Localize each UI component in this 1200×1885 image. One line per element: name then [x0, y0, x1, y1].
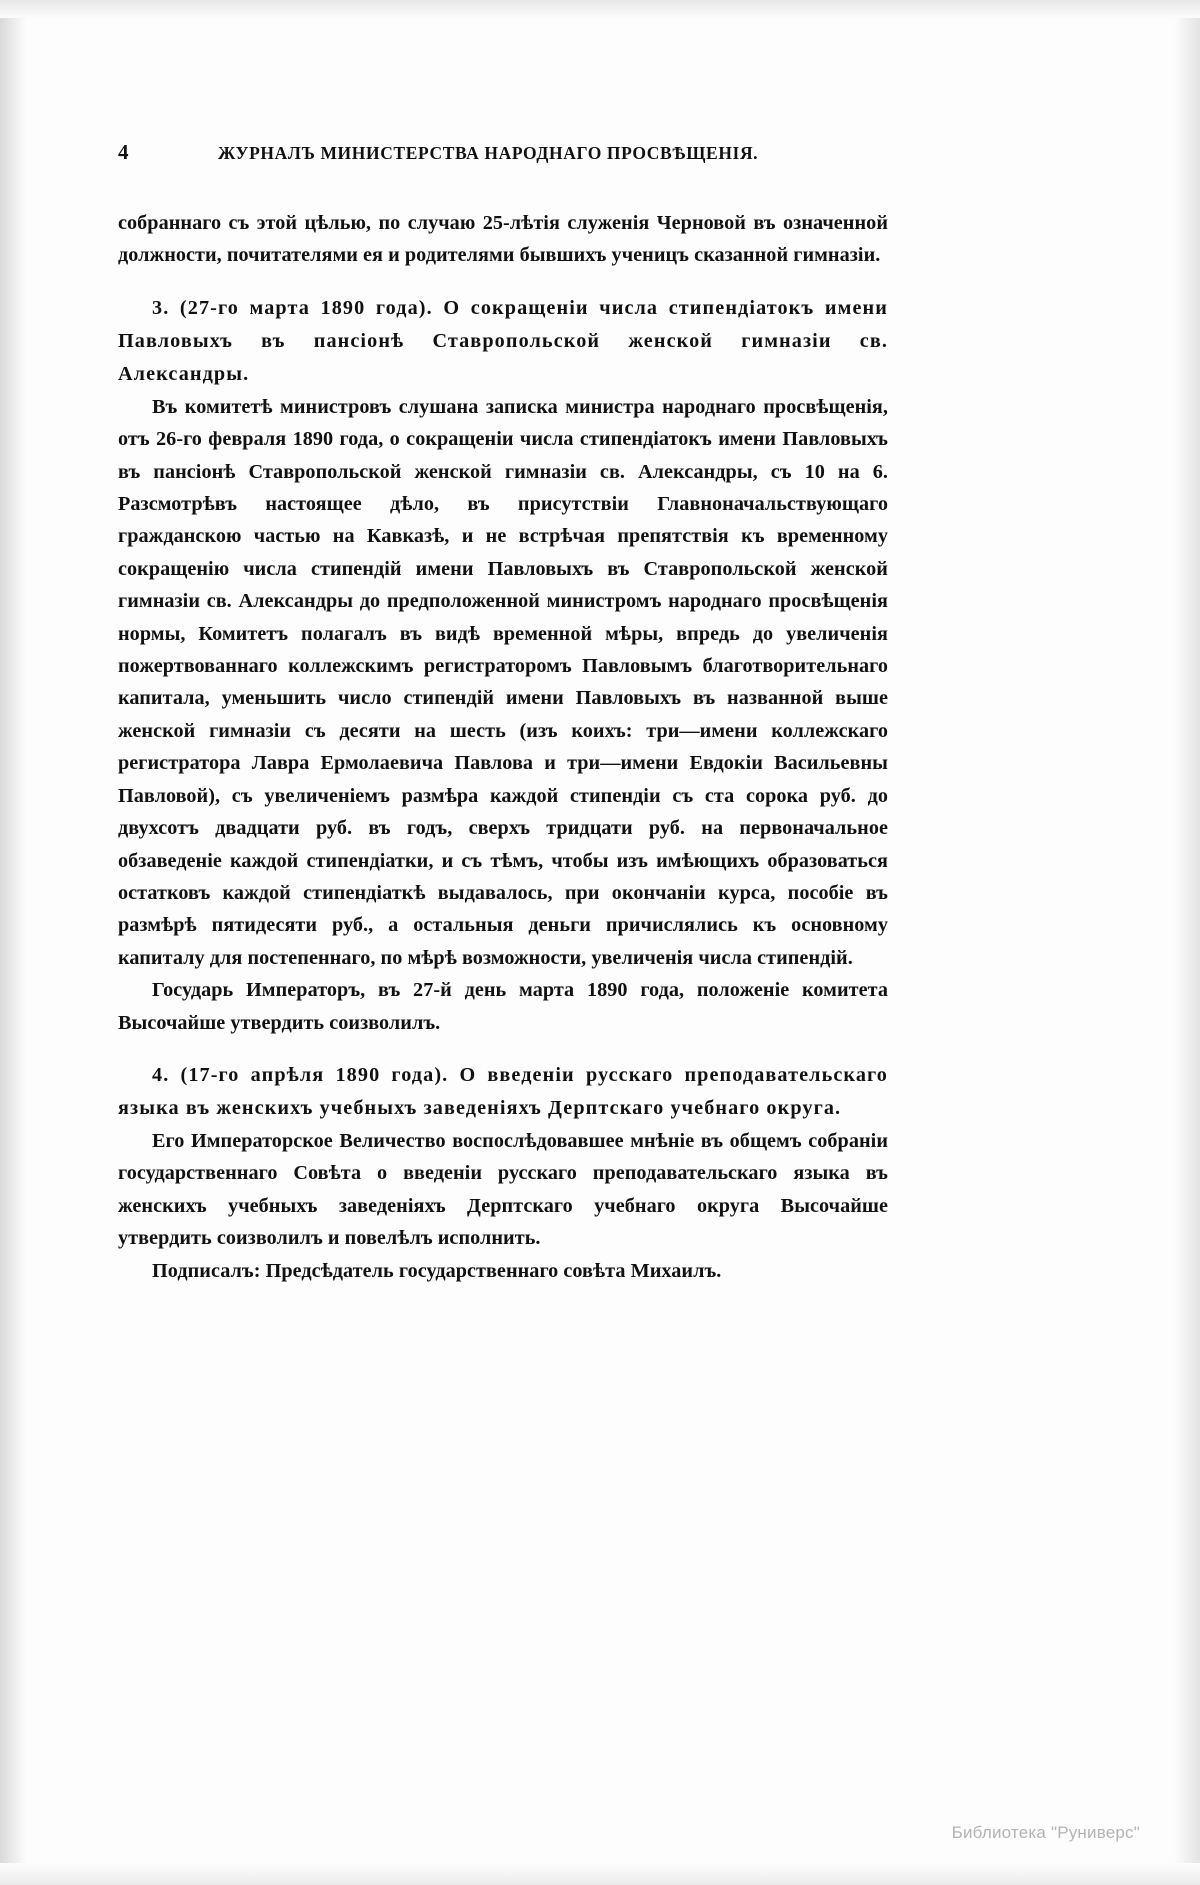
scan-edge-bottom	[0, 1863, 1200, 1885]
section-heading-3: 3. (27-го марта 1890 года). О сокращеніи числа стипендіатокъ имени Павловыхъ въ пансіонѣ Ставропольской женской гимназіи св. Александры.	[118, 296, 888, 385]
paragraph-item3-body: Въ комитетѣ министровъ слушана записка министра народнаго просвѣщенія, отъ 26-го февраля 1890 года, о сокращеніи числа стипендіатокъ имени Павловыхъ въ пансіонѣ Ставропольской женской гимназіи св. Александры, съ 10 на 6. Разсмотрѣвъ настоящее дѣло, въ присутствіи Главноначальствующаго гражданскою частью на Кавказѣ, и не встрѣчая препятствія къ временному сокращенію числа стипендій имени Павловыхъ въ Ставропольской женской гимназіи св. Александры до предположенной министромъ народнаго просвѣщенія нормы, Комитетъ полагалъ въ видѣ временной мѣры, впредь до увеличенія пожертвованнаго коллежскимъ регистраторомъ Павловымъ благотворительнаго капитала, уменьшить число стипендій имени Павловыхъ въ названной выше женской гимназіи съ десяти на шесть (изъ коихъ: три—имени коллежскаго регистратора Лавра Ермолаевича Павлова и три—имени Евдокіи Васильевны Павловой), съ увеличеніемъ размѣра каждой стипендіи съ ста сорока руб. до двухсотъ двадцати руб. въ годъ, сверхъ тридцати руб. на первоначальное обзаведеніе каждой стипендіатки, и съ тѣмъ, чтобы изъ имѣющихъ образоваться остатковъ каждой стипендіаткѣ выдавалось, при окончаніи курса, пособіе въ размѣрѣ пятидесяти руб., а остальныя деньги причислялись къ основному капиталу для постепеннаго, по мѣрѣ возможности, увеличенія числа стипендій.	[118, 395, 888, 969]
page-number: 4	[118, 140, 129, 164]
scan-edge-right	[1174, 0, 1200, 1885]
library-watermark: Библиотека "Руниверс"	[951, 1823, 1140, 1842]
spacer-2	[118, 1039, 888, 1059]
page-content	[118, 140, 888, 1287]
running-head	[118, 140, 888, 165]
paragraph-carryover: собраннаго съ этой цѣлью, по случаю 25-лѣтія служенія Черновой въ означенной должности, почитателями ея и родителями бывшихъ ученицъ сказанной гимназіи.	[118, 212, 888, 267]
paragraph-item4-body: Его Императорское Величество воспослѣдовавшее мнѣніе въ общемъ собраніи государственнаго Совѣта о введеніи русскаго преподавательскаго языка въ женскихъ учебныхъ заведеніяхъ Дерптскаго учебнаго округа Высочайше утвердить соизволилъ и повелѣлъ исполнить.	[118, 1129, 888, 1250]
section-heading-4: 4. (17-го апрѣля 1890 года). О введеніи русскаго преподавательскаго языка въ женскихъ учебныхъ заведеніяхъ Дерптскаго учебнаго округа.	[118, 1063, 888, 1119]
paragraph-item3-approval: Государь Императоръ, въ 27-й день марта 1890 года, положеніе комитета Высочайше утвердить соизволилъ.	[118, 979, 888, 1034]
spacer	[118, 272, 888, 292]
scan-edge-left	[0, 0, 26, 1885]
journal-title: ЖУРНАЛЪ МИНИСТЕРСТВА НАРОДНАГО ПРОСВѢЩЕНІЯ.	[218, 143, 759, 163]
paragraph-item4-signature: Подписалъ: Предсѣдатель государственнаго совѣта Михаилъ.	[152, 1259, 722, 1282]
scan-edge-top	[0, 0, 1200, 18]
